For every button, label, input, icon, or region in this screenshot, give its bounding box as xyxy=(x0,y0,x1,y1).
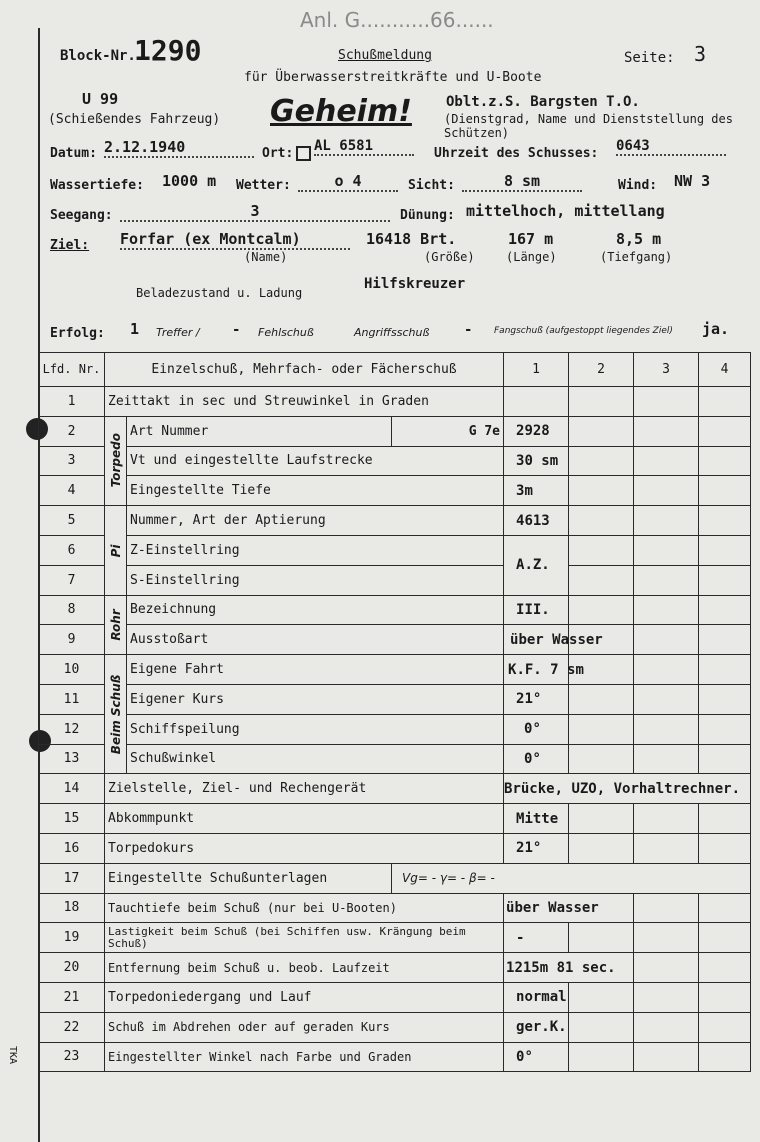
swell-value: mittelhoch, mittellang xyxy=(466,202,665,220)
row-value: 30 sm xyxy=(504,446,569,476)
row-number: 17 xyxy=(39,863,105,893)
row-number: 23 xyxy=(39,1042,105,1072)
row-value: ger.K. xyxy=(504,1012,569,1042)
row-number: 15 xyxy=(39,804,105,834)
table-row xyxy=(39,535,751,565)
row-value: - xyxy=(504,923,569,953)
sight-label: Sicht: xyxy=(408,178,455,193)
row-label: Schußwinkel xyxy=(127,744,504,774)
swell-label: Dünung: xyxy=(400,208,455,223)
table-row xyxy=(39,774,751,804)
row-label: Schuß im Abdrehen oder auf geraden Kurs xyxy=(105,1012,504,1042)
row-value: 1215m 81 sec. xyxy=(504,953,634,983)
row-label: Nummer, Art der Aptierung xyxy=(127,506,504,536)
time-label: Uhrzeit des Schusses: xyxy=(434,146,599,161)
row-label: Bezeichnung xyxy=(127,595,504,625)
table-row xyxy=(39,804,751,834)
shot-data-table xyxy=(38,352,751,1072)
sight-value: 8 sm xyxy=(462,172,582,192)
row-label: Abkommpunkt xyxy=(105,804,504,834)
table-row xyxy=(39,595,751,625)
hits-value: 1 xyxy=(130,320,140,338)
page-number: 3 xyxy=(694,42,707,66)
wind-label: Wind: xyxy=(618,178,658,193)
row-number: 6 xyxy=(39,535,105,565)
block-label: Block-Nr. xyxy=(60,48,136,64)
target-name-value: Forfar (ex Montcalm) xyxy=(120,230,350,250)
row-number: 4 xyxy=(39,476,105,506)
table-row xyxy=(39,714,751,744)
table-row xyxy=(39,744,751,774)
weather-label: Wetter: xyxy=(236,178,291,193)
row-value: III. xyxy=(504,595,569,625)
col-header-nr: Lfd. Nr. xyxy=(39,353,105,387)
row-number: 16 xyxy=(39,833,105,863)
row-label: Entfernung beim Schuß u. beob. Laufzeit xyxy=(105,953,504,983)
row-value: über Wasser xyxy=(504,893,634,923)
row-number: 22 xyxy=(39,1012,105,1042)
row-value: 0° xyxy=(504,714,569,744)
hits-label: Treffer / xyxy=(156,326,200,339)
row-number: 10 xyxy=(39,655,105,685)
row-number: 9 xyxy=(39,625,105,655)
row-value: 0° xyxy=(504,744,569,774)
row-value: 4613 xyxy=(504,506,569,536)
vessel-label: (Schießendes Fahrzeug) xyxy=(48,112,221,127)
row-label: S-Einstellring xyxy=(127,565,504,595)
row-value: 21° xyxy=(504,833,569,863)
target-length-value: 167 m xyxy=(508,230,554,248)
row-number: 12 xyxy=(39,714,105,744)
row-number: 2 xyxy=(39,416,105,446)
row-value: 0° xyxy=(504,1042,569,1072)
place-value: AL 6581 xyxy=(314,138,414,156)
sea-label: Seegang: xyxy=(50,208,113,223)
sea-value: 3 xyxy=(120,202,390,222)
catch-value: ja. xyxy=(702,320,730,338)
top-stamp: Anl. G...........66...... xyxy=(300,8,494,32)
table-row xyxy=(39,1012,751,1042)
attack-label: Angriffsschuß xyxy=(354,326,430,339)
row-number: 3 xyxy=(39,446,105,476)
row-value: A.Z. xyxy=(504,535,569,595)
target-length-caption: (Länge) xyxy=(506,250,557,264)
col-header-2: 2 xyxy=(569,353,634,387)
row-value xyxy=(504,387,569,417)
row-label: Eingestellte Schußunterlagen xyxy=(105,863,392,893)
table-row xyxy=(39,982,751,1012)
row-value: 2928 xyxy=(504,416,569,446)
form-subtitle: für Überwasserstreitkräfte und U-Boote xyxy=(244,70,542,85)
wind-value: NW 3 xyxy=(674,172,711,190)
misses-value: - xyxy=(232,322,241,338)
attack-value: - xyxy=(464,322,473,338)
cargo-value: Hilfskreuzer xyxy=(364,276,466,292)
col-header-desc: Einzelschuß, Mehrfach- oder Fächerschuß xyxy=(105,353,504,387)
depth-value: 1000 m xyxy=(162,172,217,190)
col-header-1: 1 xyxy=(504,353,569,387)
table-row xyxy=(39,953,751,983)
row-label: Schiffspeilung xyxy=(127,714,504,744)
row-number: 18 xyxy=(39,893,105,923)
group-label-beim-schuss: Beim Schuß xyxy=(105,655,127,774)
row-number: 8 xyxy=(39,595,105,625)
page-label: Seite: xyxy=(624,50,675,66)
block-number: 1290 xyxy=(134,34,202,67)
row-extra: Vg= - γ= - β= - xyxy=(392,863,751,893)
row-label: Lastigkeit beim Schuß (bei Schiffen usw. Krängung beim Schuß) xyxy=(105,923,504,953)
table-row xyxy=(39,416,751,446)
row-label: Vt und eingestellte Laufstrecke xyxy=(127,446,504,476)
row-number: 21 xyxy=(39,982,105,1012)
table-header-row xyxy=(39,353,751,387)
row-label: Ausstoßart xyxy=(127,625,504,655)
row-label: Tauchtiefe beim Schuß (nur bei U-Booten) xyxy=(105,893,504,923)
place-label: Ort: xyxy=(262,146,294,161)
date-value: 2.12.1940 xyxy=(104,138,254,158)
row-value: über Wasser xyxy=(504,625,569,655)
row-label: Z-Einstellring xyxy=(127,535,504,565)
row-label: Eingestellter Winkel nach Farbe und Graden xyxy=(105,1042,504,1072)
row-number: 20 xyxy=(39,953,105,983)
row-label: Art Nummer xyxy=(127,416,392,446)
target-draft-caption: (Tiefgang) xyxy=(600,250,673,264)
row-value: K.F. 7 sm xyxy=(504,655,569,685)
table-row xyxy=(39,655,751,685)
misses-label: Fehlschuß xyxy=(258,326,314,339)
row-value: 3m xyxy=(504,476,569,506)
target-size-caption: (Größe) xyxy=(424,250,475,264)
date-label: Datum: xyxy=(50,146,97,161)
shooter-value: Oblt.z.S. Bargsten T.O. xyxy=(446,94,640,110)
row-number: 7 xyxy=(39,565,105,595)
row-label: Zeittakt in sec und Streuwinkel in Graden xyxy=(105,387,504,417)
table-row xyxy=(39,893,751,923)
group-label-rohr: Rohr xyxy=(105,595,127,655)
row-number: 14 xyxy=(39,774,105,804)
time-value: 0643 xyxy=(616,138,726,156)
col-header-4: 4 xyxy=(699,353,751,387)
shooter-label: (Dienstgrad, Name und Dienststellung des Schützen) xyxy=(444,112,733,140)
row-label: Zielstelle, Ziel- und Rechengerät xyxy=(105,774,504,804)
row-extra: G 7e xyxy=(392,416,504,446)
row-number: 1 xyxy=(39,387,105,417)
secret-stamp: Geheim! xyxy=(270,94,412,129)
table-row xyxy=(39,863,751,893)
row-number: 13 xyxy=(39,744,105,774)
form-title: Schußmeldung xyxy=(338,48,432,63)
table-row xyxy=(39,565,751,595)
group-label-torpedo: Torpedo xyxy=(105,416,127,505)
row-value: Brücke, UZO, Vorhaltrechner. xyxy=(504,774,751,804)
table-row xyxy=(39,625,751,655)
row-number: 19 xyxy=(39,923,105,953)
row-value: normal xyxy=(504,982,569,1012)
table-row xyxy=(39,476,751,506)
row-number: 11 xyxy=(39,684,105,714)
table-row xyxy=(39,506,751,536)
catch-label: Fangschuß (aufgestoppt liegendes Ziel) xyxy=(494,326,673,336)
depth-label: Wassertiefe: xyxy=(50,178,144,193)
cargo-label: Beladezustand u. Ladung xyxy=(136,286,303,300)
target-label: Ziel: xyxy=(50,238,90,253)
row-number: 5 xyxy=(39,506,105,536)
row-label: Torpedokurs xyxy=(105,833,504,863)
table-row xyxy=(39,923,751,953)
table-row xyxy=(39,387,751,417)
table-row xyxy=(39,684,751,714)
vessel-value: U 99 xyxy=(82,90,119,108)
row-value: 21° xyxy=(504,684,569,714)
square-icon xyxy=(296,146,311,161)
row-label: Torpedoniedergang und Lauf xyxy=(105,982,504,1012)
row-value: Mitte xyxy=(504,804,569,834)
group-label-pi: Pi xyxy=(105,506,127,595)
target-draft-value: 8,5 m xyxy=(616,230,662,248)
row-label: Eingestellte Tiefe xyxy=(127,476,504,506)
result-label: Erfolg: xyxy=(50,326,105,341)
table-row xyxy=(39,833,751,863)
col-header-3: 3 xyxy=(634,353,699,387)
weather-value: o 4 xyxy=(298,172,398,192)
table-row xyxy=(39,1042,751,1072)
target-size-value: 16418 Brt. xyxy=(366,230,457,248)
target-name-caption: (Name) xyxy=(244,250,288,264)
row-label: Eigene Fahrt xyxy=(127,655,504,685)
row-label: Eigener Kurs xyxy=(127,684,504,714)
table-row xyxy=(39,446,751,476)
margin-note: TKA xyxy=(7,1046,18,1065)
